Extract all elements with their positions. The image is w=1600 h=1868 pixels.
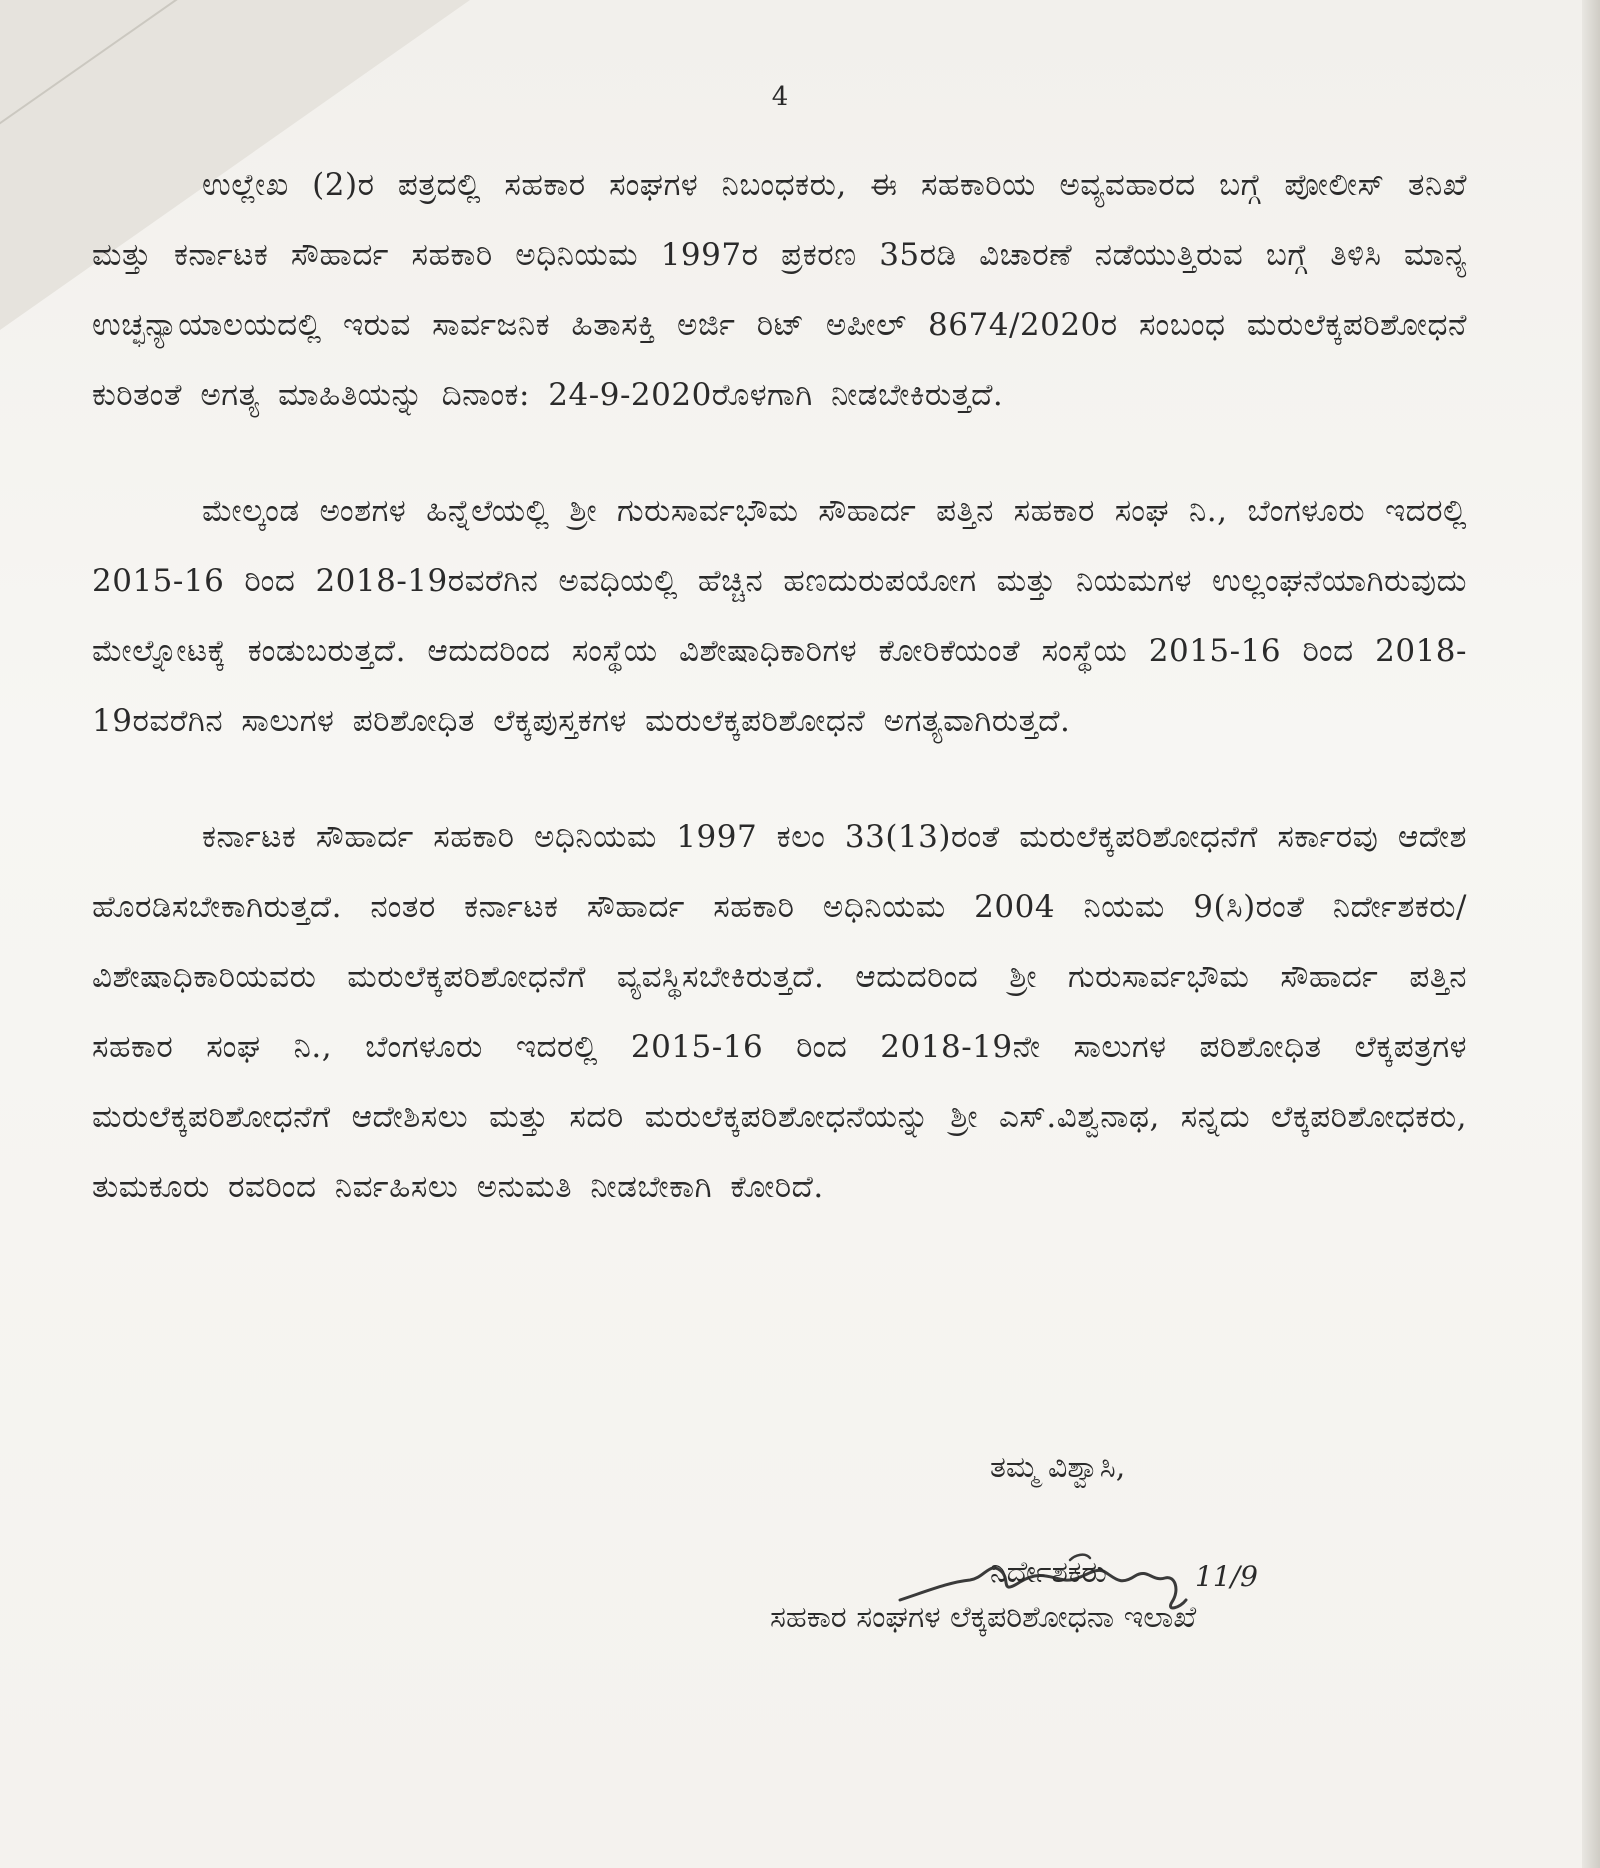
letter-body	[92, 150, 1467, 1268]
page-number: 4	[771, 82, 789, 112]
page-edge-shadow	[1582, 0, 1600, 1868]
department-name: ಸಹಕಾರ ಸಂಘಗಳ ಲೆಕ್ಕಪರಿಶೋಧನಾ ಇಲಾಖೆ	[770, 1600, 1197, 1635]
paragraph-1: ಉಲ್ಲೇಖ (2)ರ ಪತ್ರದಲ್ಲಿ ಸಹಕಾರ ಸಂಘಗಳ ನಿಬಂಧಕರು, ಈ ಸಹಕಾರಿಯ ಅವ್ಯವಹಾರದ ಬಗ್ಗೆ ಪೋಲೀಸ್ ತನಿಖೆ ಮತ್ತು ಕರ್ನಾಟಕ ಸೌಹಾರ್ದ ಸಹಕಾರಿ ಅಧಿನಿಯಮ 1997ರ ಪ್ರಕರಣ 35ರಡಿ ವಿಚಾರಣೆ ನಡೆಯುತ್ತಿರುವ ಬಗ್ಗೆ ತಿಳಿಸಿ ಮಾನ್ಯ ಉಚ್ಛನ್ಯಾಯಾಲಯದಲ್ಲಿ ಇರುವ ಸಾರ್ವಜನಿಕ ಹಿತಾಸಕ್ತಿ ಅರ್ಜಿ ರಿಟ್ ಅಪೀಲ್ 8674/2020ರ ಸಂಬಂಧ ಮರುಲೆಕ್ಕಪರಿಶೋಧನೆ ಕುರಿತಂತೆ ಅಗತ್ಯ ಮಾಹಿತಿಯನ್ನು ದಿನಾಂಕ: 24-9-2020ರೊಳಗಾಗಿ ನೀಡಬೇಕಿರುತ್ತದೆ.	[92, 167, 1467, 413]
signature-date: 11/9	[1195, 1560, 1258, 1593]
closing-salutation: ತಮ್ಮ ವಿಶ್ವಾಸಿ,	[990, 1450, 1126, 1485]
signatory-title: ನಿರ್ದೇಶಕರು	[990, 1555, 1107, 1590]
paragraph-3: ಕರ್ನಾಟಕ ಸೌಹಾರ್ದ ಸಹಕಾರಿ ಅಧಿನಿಯಮ 1997 ಕಲಂ 33(13)ರಂತೆ ಮರುಲೆಕ್ಕಪರಿಶೋಧನೆಗೆ ಸರ್ಕಾರವು ಆದೇಶ ಹೊರಡಿಸಬೇಕಾಗಿರುತ್ತದೆ. ನಂತರ ಕರ್ನಾಟಕ ಸೌಹಾರ್ದ ಸಹಕಾರಿ ಅಧಿನಿಯಮ 2004 ನಿಯಮ 9(ಸಿ)ರಂತೆ ನಿರ್ದೇಶಕರು/ ವಿಶೇಷಾಧಿಕಾರಿಯವರು ಮರುಲೆಕ್ಕಪರಿಶೋಧನೆಗೆ ವ್ಯವಸ್ಥಿಸಬೇಕಿರುತ್ತದೆ. ಆದುದರಿಂದ ಶ್ರೀ ಗುರುಸಾರ್ವಭೌಮ ಸೌಹಾರ್ದ ಪತ್ತಿನ ಸಹಕಾರ ಸಂಘ ನಿ., ಬೆಂಗಳೂರು ಇದರಲ್ಲಿ 2015-16 ರಿಂದ 2018-19ನೇ ಸಾಲುಗಳ ಪರಿಶೋಧಿತ ಲೆಕ್ಕಪತ್ರಗಳ ಮರುಲೆಕ್ಕಪರಿಶೋಧನೆಗೆ ಆದೇಶಿಸಲು ಮತ್ತು ಸದರಿ ಮರುಲೆಕ್ಕಪರಿಶೋಧನೆಯನ್ನು ಶ್ರೀ ಎಸ್.ವಿಶ್ವನಾಥ, ಸನ್ನದು ಲೆಕ್ಕಪರಿಶೋಧಕರು, ತುಮಕೂರು ರವರಿಂದ ನಿರ್ವಹಿಸಲು ಅನುಮತಿ ನೀಡಬೇಕಾಗಿ ಕೋರಿದೆ.	[92, 819, 1467, 1205]
paragraph-2: ಮೇಲ್ಕಂಡ ಅಂಶಗಳ ಹಿನ್ನೆಲೆಯಲ್ಲಿ ಶ್ರೀ ಗುರುಸಾರ್ವಭೌಮ ಸೌಹಾರ್ದ ಪತ್ತಿನ ಸಹಕಾರ ಸಂಘ ನಿ., ಬೆಂಗಳೂರು ಇದರಲ್ಲಿ 2015-16 ರಿಂದ 2018-19ರವರೆಗಿನ ಅವಧಿಯಲ್ಲಿ ಹೆಚ್ಚಿನ ಹಣದುರುಪಯೋಗ ಮತ್ತು ನಿಯಮಗಳ ಉಲ್ಲಂಘನೆಯಾಗಿರುವುದು ಮೇಲ್ನೋಟಕ್ಕೆ ಕಂಡುಬರುತ್ತದೆ. ಆದುದರಿಂದ ಸಂಸ್ಥೆಯ ವಿಶೇಷಾಧಿಕಾರಿಗಳ ಕೋರಿಕೆಯಂತೆ ಸಂಸ್ಥೆಯ 2015-16 ರಿಂದ 2018-19ರವರೆಗಿನ ಸಾಲುಗಳ ಪರಿಶೋಧಿತ ಲೆಕ್ಕಪುಸ್ತಕಗಳ ಮರುಲೆಕ್ಕಪರಿಶೋಧನೆ ಅಗತ್ಯವಾಗಿರುತ್ತದೆ.	[92, 493, 1467, 739]
